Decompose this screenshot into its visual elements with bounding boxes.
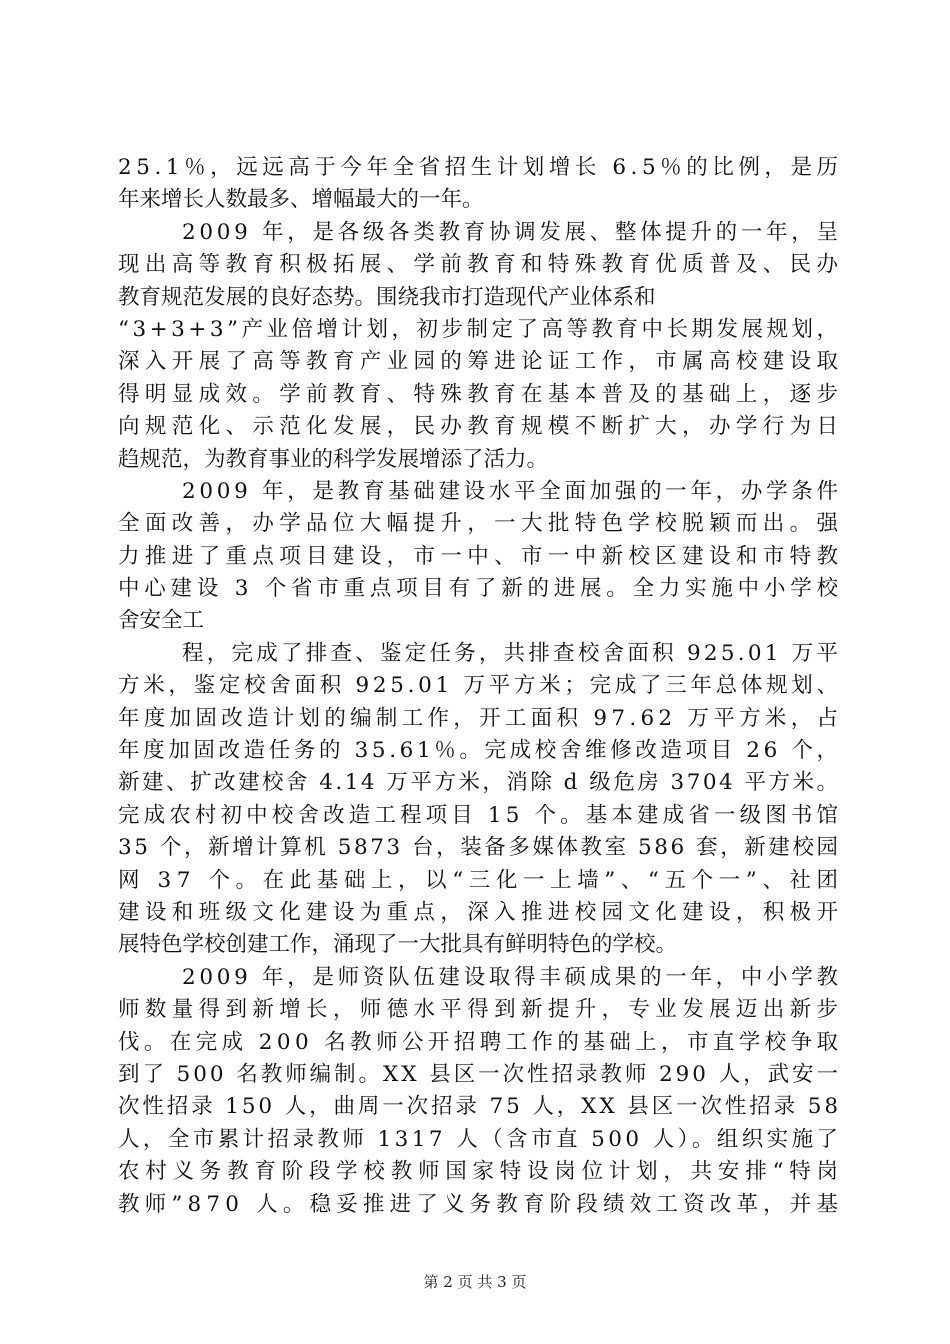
- text-line: 年度加固改造计划的编制工作，开工面积 97.62 万平方米，占: [118, 705, 843, 731]
- text-line: 得明显成效。学前教育、特殊教育在基本普及的基础上，逐步: [118, 381, 844, 407]
- text-line: 35 个，新增计算机 5873 台，装备多媒体教室 586 套，新建校园: [118, 835, 841, 861]
- text-line: 全面改善，办学品位大幅提升，一大批特色学校脱颖而出。强: [118, 511, 844, 537]
- text-line: 程，完成了排查、鉴定任务，共排查校舍面积 925.01 万平: [182, 640, 842, 666]
- text-line: 人，全市累计招录教师 1317 人（含市直 500 人）。组织实施了: [118, 1126, 842, 1152]
- page-footer: 第 2 页 共 3 页: [423, 1273, 527, 1291]
- text-line: 教育规范发展的良好态势。围绕我市打造现代产业体系和: [118, 284, 656, 310]
- body-text: [118, 152, 844, 1221]
- text-line: 完成农村初中校舍改造工程项目 15 个。基本建成省一级图书馆: [118, 802, 843, 828]
- text-line: 舍安全工: [118, 608, 205, 634]
- text-line: 建设和班级文化建设为重点，深入推进校园文化建设，积极开: [118, 899, 844, 925]
- text-line: 25.1％，远远高于今年全省招生计划增长 6.5％的比例，是历: [118, 155, 843, 180]
- text-line: 师数量得到新增长，师德水平得到新提升，专业发展迈出新步: [118, 997, 844, 1023]
- text-line: 网 37 个。在此基础上，以“三化一上墙”、“五个一”、社团: [118, 867, 844, 893]
- text-line: 2009 年，是师资队伍建设取得丰硕成果的一年，中小学教: [182, 964, 842, 990]
- text-line: “3+3+3”产业倍增计划，初步制定了高等教育中长期发展规划，: [118, 316, 842, 342]
- text-line: 深入开展了高等教育产业园的筹进论证工作，市属高校建设取: [118, 349, 844, 375]
- text-line: 到了 500 名教师编制。XX 县区一次性招录教师 290 人，武安一: [118, 1061, 841, 1087]
- text-line: 2009 年，是教育基础建设水平全面加强的一年，办学条件: [182, 478, 842, 504]
- text-line: 现出高等教育积极拓展、学前教育和特殊教育优质普及、民办: [118, 252, 844, 278]
- text-line: 伐。在完成 200 名教师公开招聘工作的基础上，市直学校争取: [118, 1029, 843, 1055]
- text-line: 2009 年，是各级各类教育协调发展、整体提升的一年，呈: [182, 219, 842, 245]
- text-line: 年度加固改造任务的 35.61％。完成校舍维修改造项目 26 个，: [118, 738, 842, 764]
- text-line: 农村义务教育阶段学校教师国家特设岗位计划，共安排“特岗: [118, 1159, 844, 1185]
- text-line: 方米，鉴定校舍面积 925.01 万平方米；完成了三年总体规划、: [118, 673, 842, 699]
- text-line: 年来增长人数最多、增幅最大的一年。: [118, 187, 484, 213]
- text-line: 新建、扩改建校舍 4.14 万平方米，消除 d 级危房 3704 平方米。: [118, 770, 841, 796]
- text-line: 向规范化、示范化发展，民办教育规模不断扩大，办学行为日: [118, 414, 844, 440]
- text-line: 次性招录 150 人，曲周一次招录 75 人，XX 县区一次性招录 58: [118, 1094, 841, 1120]
- text-line: 趋规范，为教育事业的科学发展增添了活力。: [118, 446, 549, 472]
- text-line: 力推进了重点项目建设，市一中、市一中新校区建设和市特教: [118, 543, 844, 569]
- text-line: 教师”870 人。稳妥推进了义务教育阶段绩效工资改革，并基: [118, 1191, 844, 1217]
- text-line: 展特色学校创建工作，涌现了一大批具有鲜明特色的学校。: [118, 932, 678, 958]
- text-line: 中心建设 3 个省市重点项目有了新的进展。全力实施中小学校: [118, 576, 843, 602]
